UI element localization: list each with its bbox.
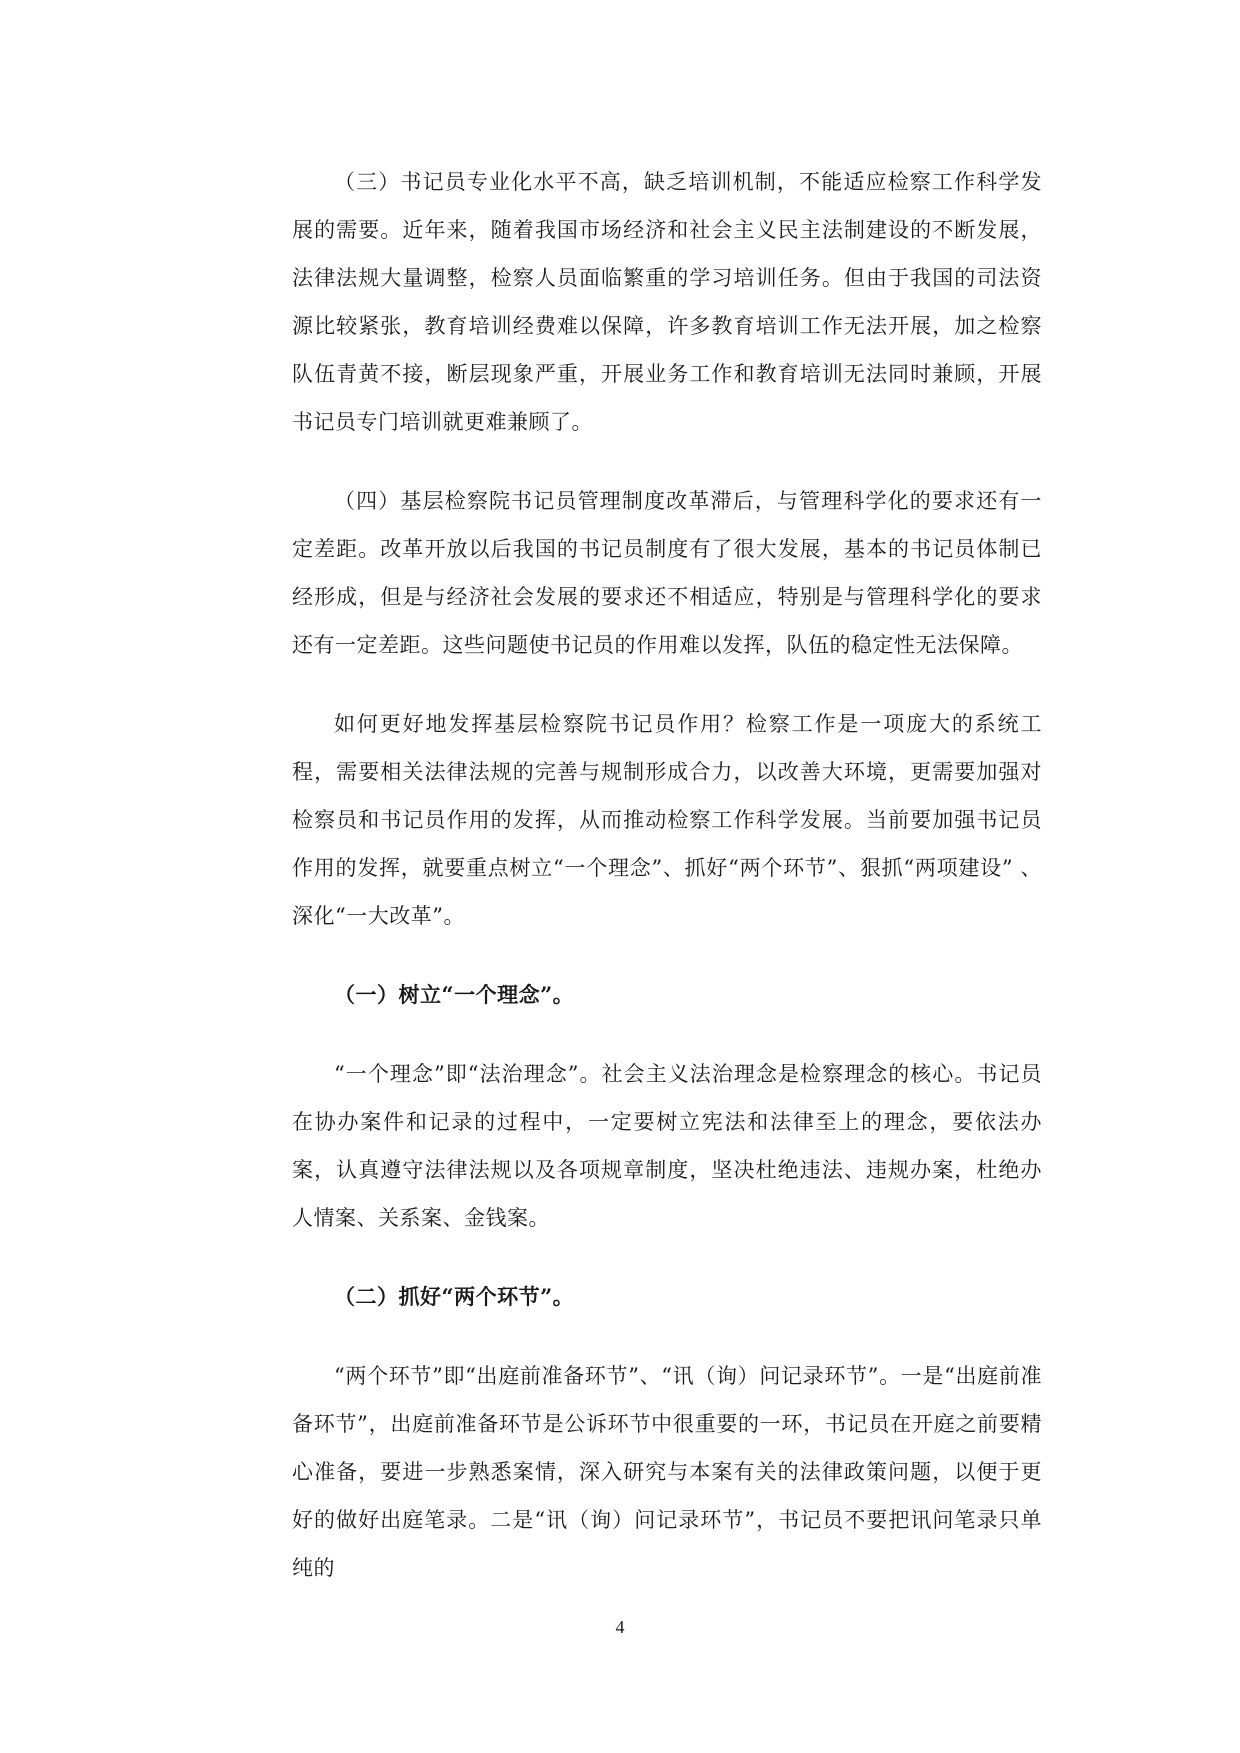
paragraph-how-to-improve: 如何更好地发挥基层检察院书记员作用？检察工作是一项庞大的系统工程，需要相关法律法规的完善与规制形成合力，以改善大环境，更需要加强对检察员和书记员作用的发挥，从而推动检察工作科学发展。当前要加强书记员作用的发挥，就要重点树立“一个理念”、抓好“两个环节”、狠抓“两项建设” 、深化“一大改革”。	[292, 712, 1042, 928]
document-body	[292, 158, 1042, 1592]
heading-two-links: （二）抓好“两个环节”。	[334, 1284, 575, 1309]
paragraph-two-links: “两个环节”即“出庭前准备环节”、“讯（询）问记录环节”。一是“出庭前准备环节”，出庭前准备环节是公诉环节中很重要的一环，书记员在开庭之前要精心准备，要进一步熟悉案情，深入研究与本案有关的法律政策问题，以便于更好的做好出庭笔录。二是“讯（询）问记录环节”，书记员不要把讯问笔录只单纯的	[292, 1364, 1042, 1580]
paragraph-one-concept: “一个理念”即“法治理念”。社会主义法治理念是检察理念的核心。书记员在协办案件和记录的过程中，一定要树立宪法和法律至上的理念，要依法办案，认真遵守法律法规以及各项规章制度，坚决杜绝违法、违规办案，杜绝办人情案、关系案、金钱案。	[292, 1062, 1042, 1230]
paragraph-section-three: （三）书记员专业化水平不高，缺乏培训机制，不能适应检察工作科学发展的需要。近年来，随着我国市场经济和社会主义民主法制建设的不断发展，法律法规大量调整，检察人员面临繁重的学习培训任务。但由于我国的司法资源比较紧张，教育培训经费难以保障，许多教育培训工作无法开展，加之检察队伍青黄不接，断层现象严重，开展业务工作和教育培训无法同时兼顾，开展书记员专门培训就更难兼顾了。	[292, 170, 1042, 434]
paragraph-section-four: （四）基层检察院书记员管理制度改革滞后，与管理科学化的要求还有一定差距。改革开放以后我国的书记员制度有了很大发展，基本的书记员体制已经形成，但是与经济社会发展的要求还不相适应，特别是与管理科学化的要求还有一定差距。这些问题使书记员的作用难以发挥，队伍的稳定性无法保障。	[292, 489, 1042, 657]
heading-one-concept: （一）树立“一个理念”。	[334, 982, 575, 1007]
page-number: 4	[615, 1617, 625, 1637]
